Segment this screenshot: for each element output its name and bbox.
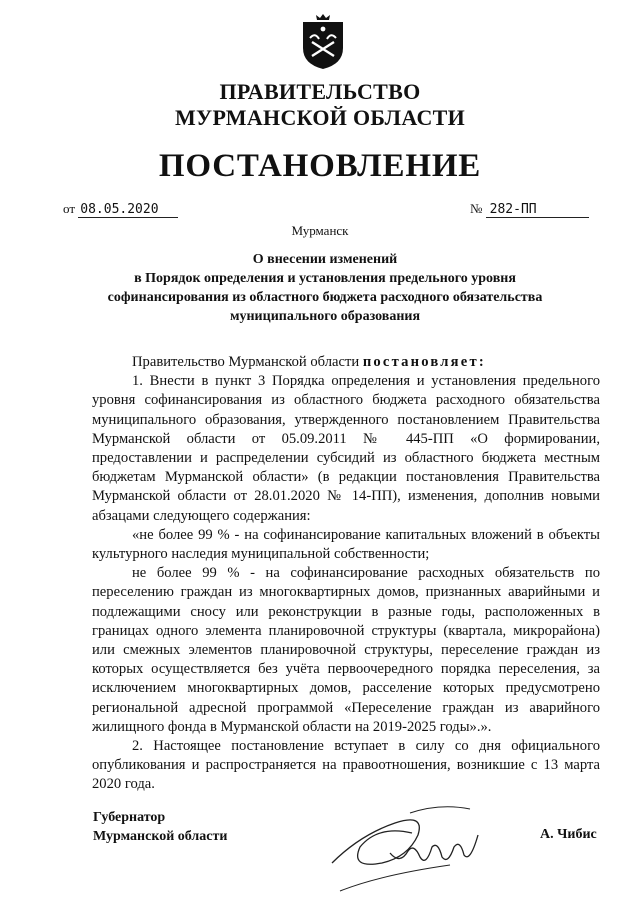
government-name-line1: ПРАВИТЕЛЬСТВО [219,79,421,104]
date-row [63,201,178,218]
paragraph-4: 2. Настоящее постановление вступает в силу со дня официального опубликования и распространяется на правоотношения, возникшие с 13 марта 2020 года. [92,738,600,793]
position-line1: Губернатор [93,810,166,825]
paragraph-1: 1. Внести в пункт 3 Порядка определения и установления предельного уровня софинансирования из областного бюджета расходного обязательства муниципального образования, утвержденного постановлением Правительства Мурманской области от 05.09.2011 № 445-ПП «О формировании, предоставлении и распределении субсидий из областного бюджета местным бюджетам Мурманской области» (в редакции постановления Правительства Мурманской области от 28.01.2020 № 14-ПП), изменения, дополнив новыми абзацами следующего содержания: [92,373,600,524]
document-subject [95,250,555,326]
intro-text: Правительство Мурманской области [132,354,363,370]
signatory-name: А. Чибис [540,827,597,842]
document-body [92,353,600,795]
date-prefix: от [63,201,76,216]
position-line2: Мурманской области [93,829,228,844]
document-type: ПОСТАНОВЛЕНИЕ [158,148,482,184]
government-name-line2: МУРМАНСКОЙ ОБЛАСТИ [174,105,466,130]
coat-of-arms-icon [300,12,346,70]
intro-paragraph [92,353,600,372]
city: Мурманск [291,223,349,238]
subject-line: в Порядок определения и установления предельного уровня [134,271,516,286]
number-row [470,201,589,218]
resolves-word: постановляет: [362,354,486,370]
number-prefix: № [470,201,483,216]
paragraph-3: не более 99 % - на софинансирование расходных обязательств по переселению граждан из многоквартирных домов, признанных аварийными и подлежащими сносу или реконструкции в разные годы, расположенных в границах одного элемента планировочной структуры (квартала, микрорайона) или смежных элементов планировочной структуры, переселение граждан из которых осуществляется без учёта первоочередного порядка переселения, за исключением многоквартирных домов, расселение которых предусмотрено региональной адресной программой «Переселение граждан из аварийного жилищного фонда в Мурманской области на 2019-2025 годы».». [92,565,600,735]
subject-line: О внесении изменений [252,252,398,267]
paragraph-2: «не более 99 % - на софинансирование капитальных вложений в объекты культурного наследия муниципальной собственности; [92,526,600,563]
subject-line: софинансирования из областного бюджета расходного обязательства [107,290,543,305]
document-number: 282-ПП [486,202,589,218]
signatory-position [93,808,227,846]
handwritten-signature-icon [320,795,510,895]
document-date: 08.05.2020 [78,202,178,218]
subject-line: муниципального образования [229,309,421,324]
